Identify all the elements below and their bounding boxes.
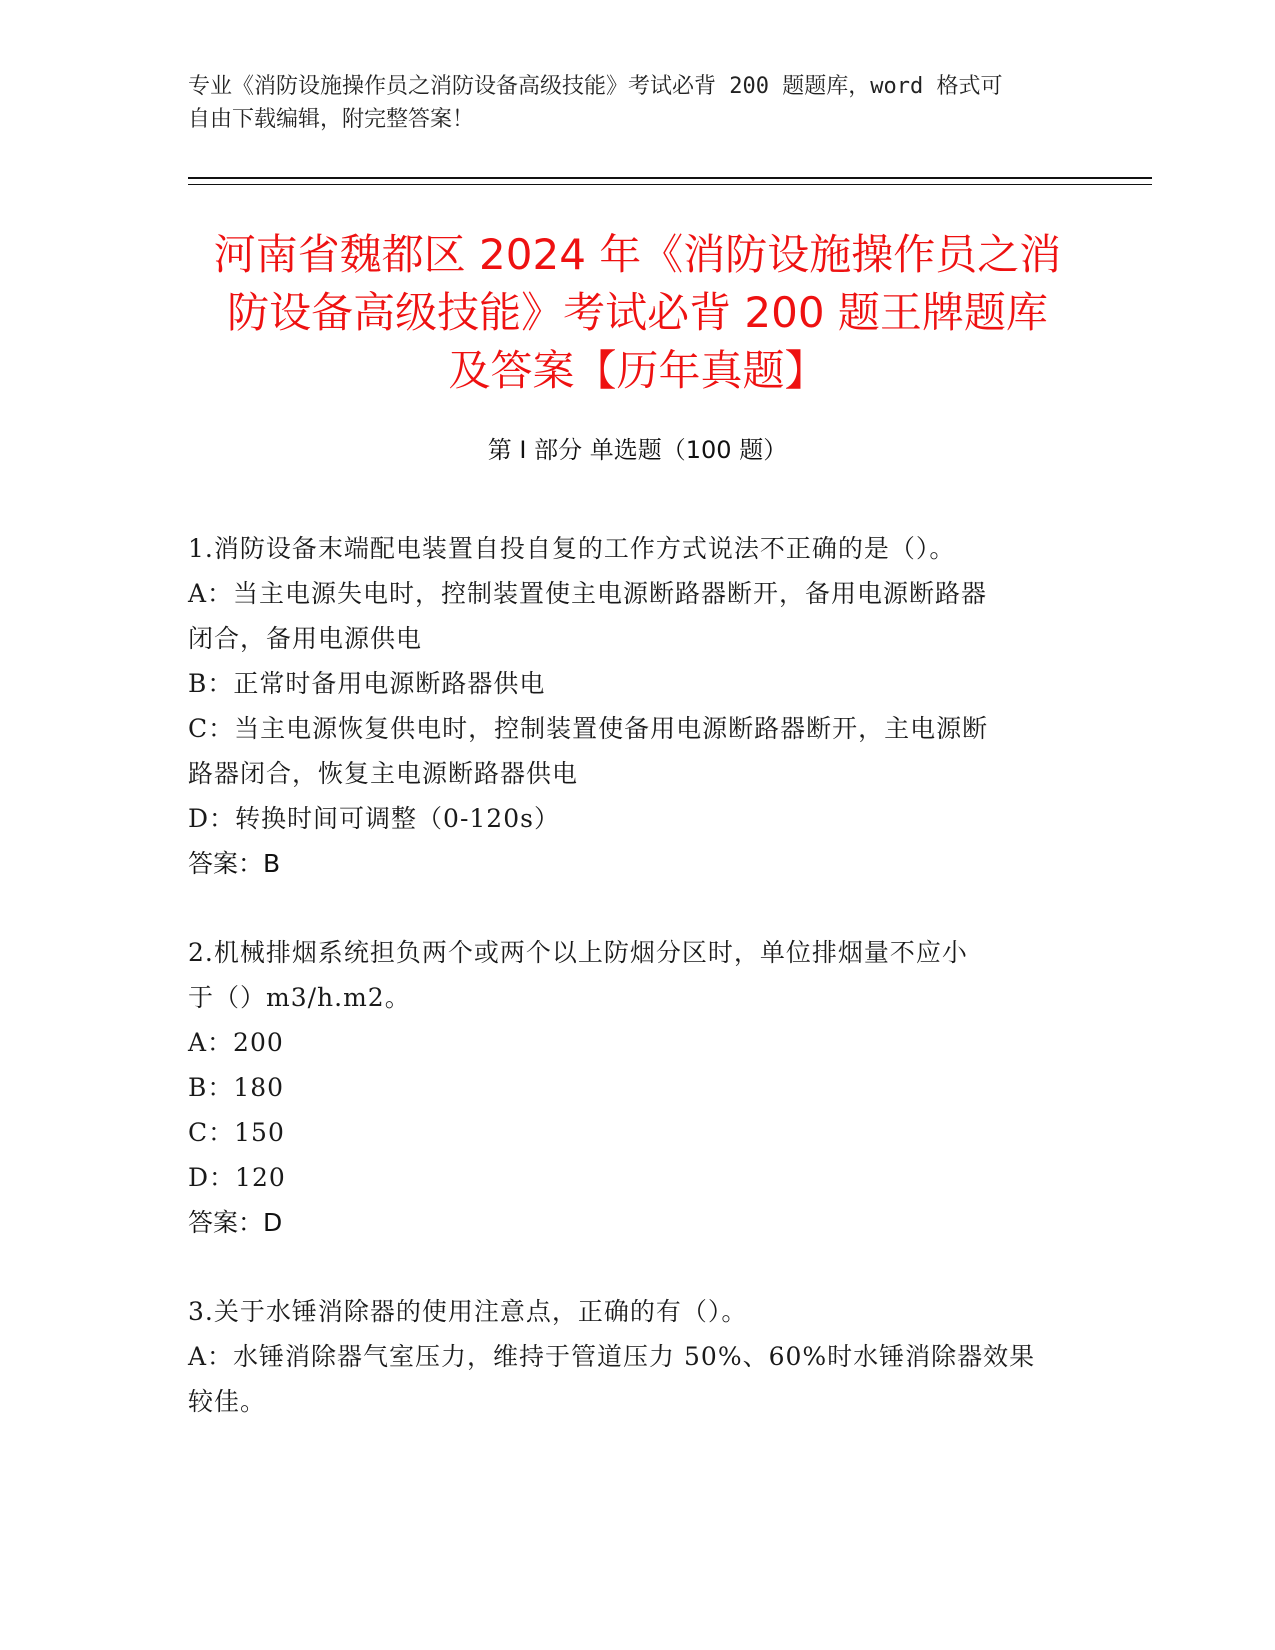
option-c: C：150 xyxy=(188,1118,285,1147)
section-title: 第 I 部分 单选题（100 题） xyxy=(487,436,788,464)
option-a: A：水锤消除器气室压力，维持于管道压力 50%、60%时水锤消除器效果 xyxy=(188,1342,1036,1371)
option-a: A：当主电源失电时，控制装置使主电源断路器断开，备用电源断路器 xyxy=(188,579,988,608)
question-2 xyxy=(188,930,1078,1245)
title-line: 防设备高级技能》考试必背 200 题王牌题库 xyxy=(227,288,1048,337)
question-list xyxy=(188,526,1078,1468)
option-a-continued: 较佳。 xyxy=(188,1387,267,1416)
header-note-line: 自由下载编辑，附完整答案！ xyxy=(188,107,475,132)
title-line: 及答案【历年真题】 xyxy=(448,346,827,395)
option-a-continued: 闭合，备用电源供电 xyxy=(188,624,423,653)
header-note-line: 专业《消防设施操作员之消防设备高级技能》考试必背 200 题题库，word 格式可 xyxy=(188,74,1003,99)
option-a: A：200 xyxy=(188,1028,284,1057)
question-stem: 2.机械排烟系统担负两个或两个以上防烟分区时，单位排烟量不应小 xyxy=(188,938,968,967)
answer: 答案：B xyxy=(188,849,281,878)
document-title xyxy=(150,226,1125,400)
question-stem-continued: 于（）m3/h.m2。 xyxy=(188,983,411,1012)
question-1 xyxy=(188,526,1078,886)
question-stem: 3.关于水锤消除器的使用注意点，正确的有（）。 xyxy=(188,1297,748,1326)
option-d: D：转换时间可调整（0-120s） xyxy=(188,804,560,833)
option-c-continued: 路器闭合，恢复主电源断路器供电 xyxy=(188,759,579,788)
question-stem: 1.消防设备末端配电装置自投自复的工作方式说法不正确的是（）。 xyxy=(188,534,956,563)
answer: 答案：D xyxy=(188,1208,283,1237)
option-c: C：当主电源恢复供电时，控制装置使备用电源断路器断开，主电源断 xyxy=(188,714,989,743)
option-b: B：180 xyxy=(188,1073,285,1102)
header-divider xyxy=(188,184,1152,185)
question-3 xyxy=(188,1289,1078,1424)
option-b: B：正常时备用电源断路器供电 xyxy=(188,669,546,698)
header-note xyxy=(188,70,1068,136)
header-divider xyxy=(188,177,1152,179)
option-d: D：120 xyxy=(188,1163,286,1192)
title-line: 河南省魏都区 2024 年《消防设施操作员之消 xyxy=(213,230,1062,279)
